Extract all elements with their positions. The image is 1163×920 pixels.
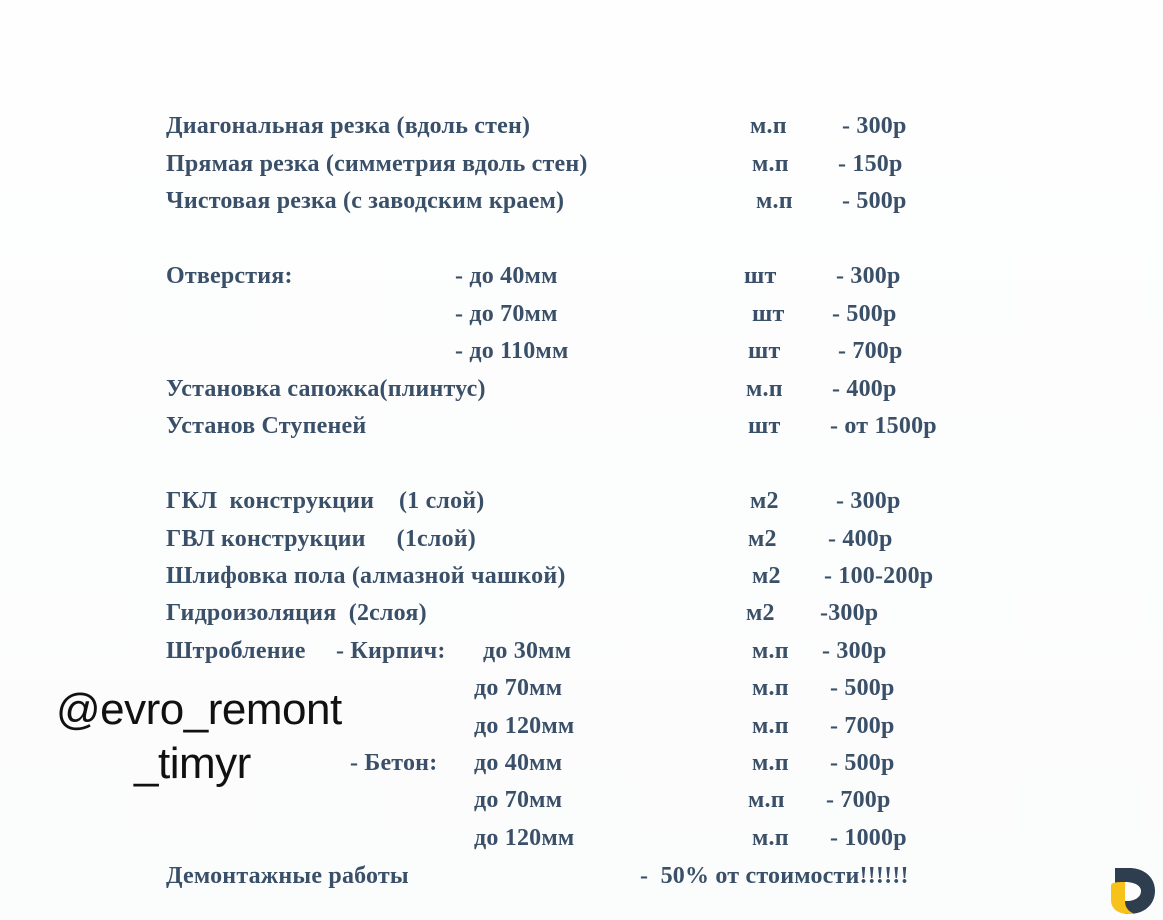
hole-size: - до 110мм bbox=[455, 338, 569, 364]
chase-size: до 120мм bbox=[474, 825, 575, 851]
service-name: Установ Ступеней bbox=[166, 413, 367, 439]
service-price: - 300р bbox=[836, 488, 901, 514]
service-price: - 300р bbox=[842, 113, 907, 139]
service-unit: шт bbox=[748, 338, 781, 364]
service-unit: м.п bbox=[752, 825, 789, 851]
service-unit: м.п bbox=[752, 675, 789, 701]
service-price: - от 1500р bbox=[830, 413, 937, 439]
material-label-brick: - Кирпич: bbox=[336, 638, 446, 664]
section-label-holes: Отверстия: bbox=[166, 263, 293, 289]
service-name: Прямая резка (симметрия вдоль стен) bbox=[166, 151, 588, 177]
service-name: Демонтажные работы bbox=[166, 863, 409, 889]
d-logo-icon bbox=[1109, 864, 1157, 916]
service-price: - 500р bbox=[842, 188, 907, 214]
section-label-chasing: Штробление bbox=[166, 638, 306, 664]
service-unit: м.п bbox=[746, 376, 783, 402]
service-unit: м.п bbox=[752, 750, 789, 776]
service-name: Чистовая резка (с заводским краем) bbox=[166, 188, 565, 214]
service-price: - 700р bbox=[838, 338, 903, 364]
service-price: -300р bbox=[820, 600, 879, 626]
material-label-concrete: - Бетон: bbox=[350, 750, 438, 776]
service-unit: м2 bbox=[746, 600, 775, 626]
service-price: - 100-200р bbox=[824, 563, 934, 589]
service-unit: м.п bbox=[752, 151, 789, 177]
service-unit: м.п bbox=[750, 113, 787, 139]
service-name: Установка сапожка(плинтус) bbox=[166, 376, 486, 402]
service-price: - 300р bbox=[822, 638, 887, 664]
chase-size: до 70мм bbox=[474, 787, 563, 813]
service-unit: шт bbox=[752, 301, 785, 327]
hole-size: - до 70мм bbox=[455, 301, 558, 327]
service-name: Гидроизоляция (2слоя) bbox=[166, 600, 427, 626]
chase-size: до 70мм bbox=[474, 675, 563, 701]
watermark-handle-line1: @evro_remont bbox=[56, 685, 342, 734]
chase-size: до 120мм bbox=[474, 713, 575, 739]
service-unit: шт bbox=[744, 263, 777, 289]
chase-size: до 30мм bbox=[483, 638, 572, 664]
service-name: ГВЛ конструкции (1слой) bbox=[166, 526, 476, 552]
hole-size: - до 40мм bbox=[455, 263, 558, 289]
service-price: - 150р bbox=[838, 151, 903, 177]
chase-size: до 40мм bbox=[474, 750, 563, 776]
service-name: Диагональная резка (вдоль стен) bbox=[166, 113, 531, 139]
watermark-handle-line2: _timyr bbox=[134, 739, 251, 788]
service-unit: шт bbox=[748, 413, 781, 439]
service-unit: м.п bbox=[752, 713, 789, 739]
service-unit: м2 bbox=[752, 563, 781, 589]
service-unit: м.п bbox=[748, 787, 785, 813]
service-price: - 500р bbox=[830, 750, 895, 776]
service-price: - 400р bbox=[828, 526, 893, 552]
service-unit: м2 bbox=[750, 488, 779, 514]
service-unit: м2 bbox=[748, 526, 777, 552]
service-unit: м.п bbox=[756, 188, 793, 214]
service-price: - 1000р bbox=[830, 825, 907, 851]
service-price: - 400р bbox=[832, 376, 897, 402]
service-price: - 50% от стоимости!!!!!! bbox=[640, 863, 909, 889]
service-price: - 700р bbox=[826, 787, 891, 813]
service-price: - 500р bbox=[830, 675, 895, 701]
service-price: - 500р bbox=[832, 301, 897, 327]
service-name: Шлифовка пола (алмазной чашкой) bbox=[166, 563, 566, 589]
service-price: - 700р bbox=[830, 713, 895, 739]
service-price: - 300р bbox=[836, 263, 901, 289]
service-unit: м.п bbox=[752, 638, 789, 664]
service-name: ГКЛ конструкции (1 слой) bbox=[166, 488, 485, 514]
